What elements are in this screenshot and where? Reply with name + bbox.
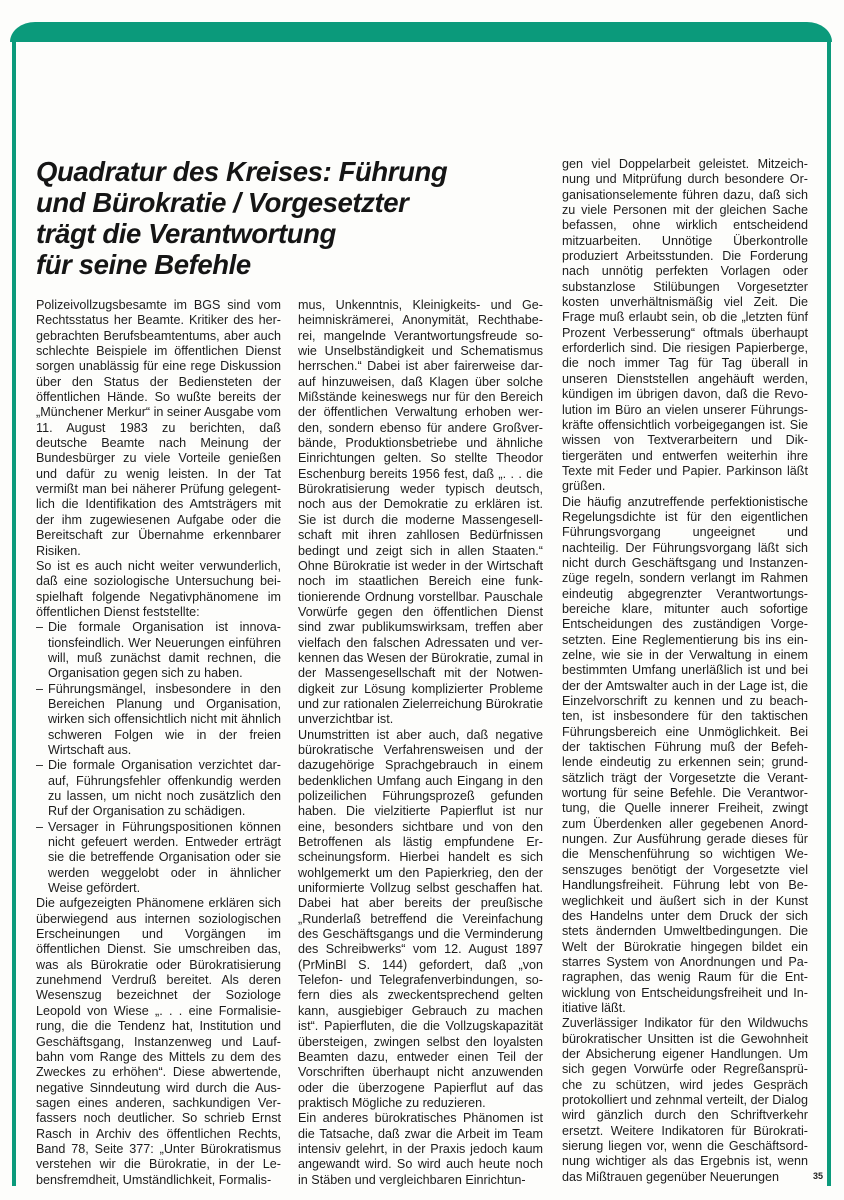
article-column-1 bbox=[36, 298, 281, 1188]
headline-line-1: Quadratur des Kreises: Führung bbox=[36, 156, 448, 187]
list-item: – Die formale Organisation ist innovationsfeindlich. Wer Neuerungen einführen will, muß zunächst damit rechnen, die Organisation gegen sich zu haben. bbox=[36, 620, 281, 681]
paragraph: Die häufig anzutreffende perfektionistische Regelungsdichte ist für den eigentlichen Führungsvorgang ungeeignet und nachteilig. Der Führungsvorgang läßt sich nicht durch Geschäftsgang und Instanzenzüge regeln, sondern verlangt im Rahmen eindeutig abgegrenzter Verantwortungsbereiche klare, mitunter auch sofortige Entscheidungen des zuständigen Vorgesetzten. Eine Reglementierung bis ins einzelne, wie sie in der Verwaltung in einem bestimmten Umfang unerläßlich ist und bei der der Amtswalter auch in der Lage ist, die Einzelvorschrift zu kennen und zu beachten, ist insbesondere für den taktischen Führungsbereich eine Unmöglichkeit. Bei der taktischen Führung muß der Befehlende eindeutig zu erkennen sein; grundsätzlich trägt der Vorgesetzte die Verantwortung für seine Befehle. Die Verantwortung, die Quelle innerer Freiheit, zwingt zum Überdenken aller gegebenen Anordnungen. Zur Ausführung gerade dieses für die Menschenführung so wichtigen Wesenszuges benötigt der Vorgesetzte viel Handlungsfreiheit. Führung lebt von Beweglichkeit und äußert sich in der Kunst des Handelns unter dem Druck der sich stets ändernden Umweltbedingungen. Die Welt der Bürokratie hingegen bildet ein starres System von Anordnungen und Paragraphen, das wenig Raum für die Entwicklung von Entscheidungsfreiheit und Initiative läßt. bbox=[562, 494, 808, 1015]
article-column-3 bbox=[562, 157, 808, 1185]
paragraph: Ein anderes bürokratisches Phänomen ist die Tatsache, daß zwar die Arbeit im Team intensiv gelehrt, in der Praxis jedoch kaum angewandt wird. So wird auch heute noch in Stäben und vergleichbaren Einrichtun- bbox=[298, 1111, 543, 1187]
article-headline bbox=[36, 156, 556, 280]
list-item: – Die formale Organisation verzichtet darauf, Führungsfehler offenkundig werden zu lassen, um nicht noch zusätzlich den Ruf der Organisation zu schädigen. bbox=[36, 758, 281, 819]
negative-phenomena-list bbox=[36, 620, 281, 896]
paragraph: Zuverlässiger Indikator für den Wildwuchs bürokratischer Unsitten ist die Gewohnheit der Absicherung eigener Handlungen. Um sich gegen Vorwürfe oder Regreßansprüche zu schützen, wird jedes Gespräch protokolliert und zehnmal verteilt, der Dialog wird gänzlich durch den Schriftverkehr ersetzt. Weitere Indikatoren für Bürokratisierung liegen vor, wenn die Geschäftsordnung wichtiger als das Ergebnis ist, wenn das Mißtrauen gegenüber Neuerungen bbox=[562, 1016, 808, 1184]
paragraph: So ist es auch nicht weiter verwunderlich, daß eine soziologische Untersuchung beispielhaft folgende Negativphänomene im öffentlichen Dienst feststellte: bbox=[36, 558, 281, 619]
page-frame-inner bbox=[16, 42, 826, 82]
article-column-2 bbox=[298, 298, 543, 1188]
paragraph: Polizeivollzugsbesamte im BGS sind vom Rechtsstatus her Beamte. Kritiker des hergebrachten Berufsbeamtentums, aber auch schlechte Beispiele im öffentlichen Dienst sorgen unablässig für eine rege Diskussion über den Status der Bediensteten der öffentlichen Hände. So wußte bereits der „Münchener Merkur“ in seiner Ausgabe vom 11. August 1983 zu berichten, daß deutsche Beamte nach Meinung der Bundesbürger zu viele Vorteile genießen und dafür zu wenig leisten. In der Tat vermißt man bei näherer Prüfung gelegentlich die Identifikation des Amtsträgers mit der ihm zugewiesenen Aufgabe oder die Bereitschaft zur Übernahme erkennbarer Risiken. bbox=[36, 298, 281, 558]
headline-line-2: und Bürokratie / Vorgesetzter bbox=[36, 187, 409, 218]
paragraph: Unumstritten ist aber auch, daß negative bürokratische Verfahrensweisen und der dazugehörige Sprachgebrauch in einem bedenklichen Umfang auch Eingang in den polizeilichen Führungsprozeß gefunden haben. Die vielzitierte Papierflut ist nur eine, besonders sichtbare und von den Betroffenen als lästig empfundene Erscheinungsform. Hierbei handelt es sich wohlgemerkt um den Papierkrieg, den der uniformierte Vollzug selbst geschaffen hat. Dabei hat aber bereits der preußische „Runderlaß betreffend die Vereinfachung des Geschäftsgangs und die Verminderung des Schreibwerks“ vom 12. August 1897 (PrMinBl S. 144) gefordert, daß „von Telefon- und Telegrafenverbindungen, sofern dies als zweckentsprechend gelten kann, ausgiebiger Gebrauch zu machen ist“. Papierfluten, die die Vollzugskapazität übersteigen, zwingen selbst den loyalsten Beamten dazu, entweder einen Teil der Vorschriften überhaupt nicht anzuwenden oder die überzogene Papierflut auf das praktisch Mögliche zu reduzieren. bbox=[298, 727, 543, 1110]
paragraph: Die aufgezeigten Phänomene erklären sich überwiegend aus internen soziologischen Erscheinungen und Vorgängen im öffentlichen Dienst. Sie umschreiben das, was als Bürokratie oder Bürokratisierung zunehmend Verdruß bereitet. Als deren Wesenszug bezeichnet der Soziologe Leopold von Wiese „. . . eine Formalisierung, die die Tendenz hat, Institution und Geschäftsgang, Instanzenweg und Laufbahn vom Range des Mittels zu dem des Zweckes zu erhöhen“. Diese abwertende, negative Sinndeutung wird durch die Aussagen eines anderen, sachkundigen Verfassers noch deutlicher. So schrieb Ernst Rasch in Archiv des öffentlichen Rechts, Band 78, Seite 377: „Unter Bürokratismus verstehen wir die Bürokratie, in der Lebensfremdheit, Umständlichkeit, Formalis- bbox=[36, 896, 281, 1187]
list-item: – Versager in Führungspositionen können nicht gefeuert werden. Entweder erträgt sie die betreffende Organisation oder sie werden weggelobt oder in ähnlicher Weise gefördert. bbox=[36, 820, 281, 897]
headline-line-4: für seine Befehle bbox=[36, 249, 251, 280]
page-number: 35 bbox=[813, 1171, 824, 1181]
page-frame-top-band bbox=[10, 22, 832, 42]
page-frame-right-rule bbox=[827, 40, 831, 1186]
list-item: – Führungsmängel, insbesondere in den Bereichen Planung und Organisation, wirken sich offensichtlich nicht mit ähnlich schweren Folgen wie in der freien Wirtschaft aus. bbox=[36, 682, 281, 759]
paragraph: gen viel Doppelarbeit geleistet. Mitzeichnung und Mitprüfung durch besondere Organisationselemente führen dazu, daß sich zu viele Personen mit der gleichen Sache befassen, ohne wirklich entscheidend mitzuarbeiten. Unnötige Überkontrolle produziert Arbeitsstunden. Die Forderung nach unnötig perfekten Vorlagen oder substanzlose Stilübungen Vorgesetzter kosten unverhältnismäßig viel Zeit. Die Frage muß erlaubt sein, ob die „letzten fünf Prozent Verbesserung“ oftmals überhaupt erforderlich sind. Die riesigen Papierberge, die noch immer Tag für Tag überall in unseren Dienststellen angehäuft werden, kündigen im übrigen davon, daß die Revolution im Büro an vielen unserer Führungskräfte offensichtlich vorbeigegangen ist. Sie wissen von Textverarbeitern und Diktiergeräten und entwerfen weiterhin ihre Texte mit Feder und Papier. Parkinson läßt grüßen. bbox=[562, 157, 808, 494]
paragraph: mus, Unkenntnis, Kleinigkeits- und Geheimniskrämerei, Anonymität, Rechthaberei, mangelnde Verantwortungsfreude sowie Unselbständigkeit und Schematismus herrschen.“ Dabei ist aber fairerweise darauf hinzuweisen, daß Klagen über solche Mißstände keineswegs nur für den Bereich der öffentlichen Verwaltung erhoben werden, sondern ebenso für andere Großverbände, Produktionsbetriebe und ähnliche Einrichtungen gelten. So stellte Theodor Eschenburg bereits 1956 fest, daß „. . . die Bürokratisierung weder typisch deutsch, noch aus der Demokratie zu erklären ist. Sie ist durch die moderne Massengesellschaft mit ihren zahllosen Bedürfnissen bedingt und zeigt sich in allen Staaten.“ Ohne Bürokratie ist weder in der Wirtschaft noch im staatlichen Bereich eine funktionierende Ordnung vorstellbar. Pauschale Vorwürfe gegen den öffentlichen Dienst sind zwar publikumswirksam, treffen aber vielfach den falschen Adressaten und verkennen das Wesen der Bürokratie, zumal in der Massengesellschaft mit der Notwendigkeit zur Lösung komplizierter Probleme und zur rationalen Zielerreichung Bürokratie unverzichtbar ist. bbox=[298, 298, 544, 727]
page-frame-left-rule bbox=[12, 40, 16, 1186]
headline-line-3: trägt die Verantwortung bbox=[36, 218, 336, 249]
